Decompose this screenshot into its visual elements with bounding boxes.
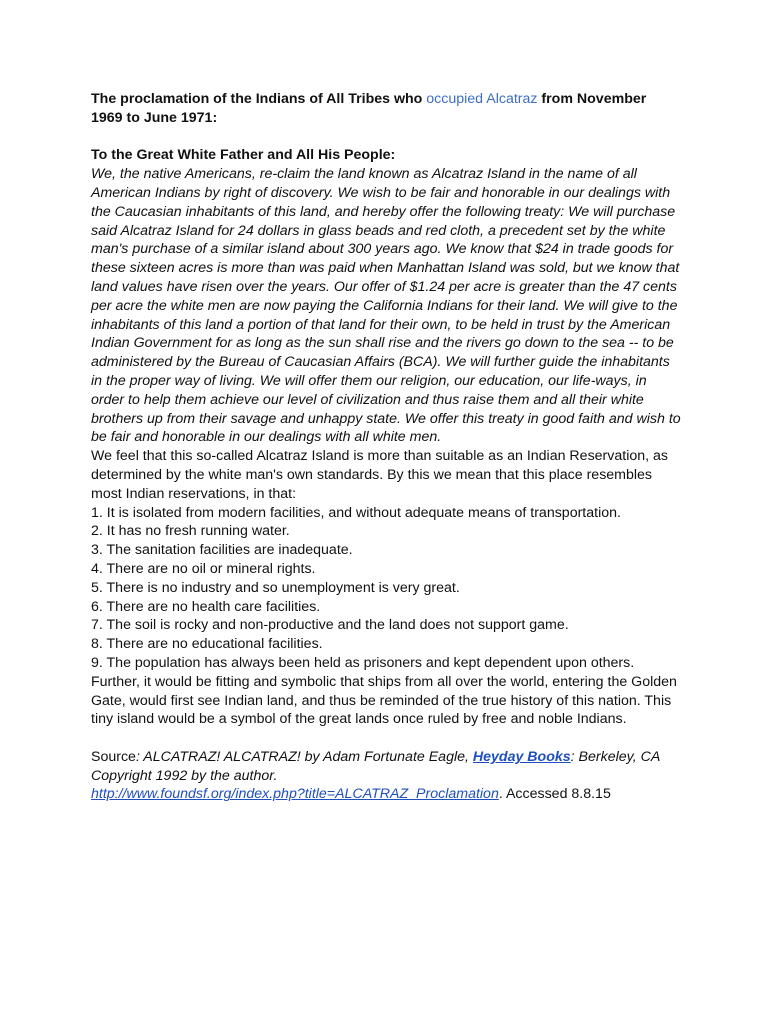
treaty-paragraph: We, the native Americans, re-claim the land known as Alcatraz Island in the name of all American Indians by right of discovery. We wish to be fair and honorable in our dealings with the Caucasian inhabitants of this land, and hereby offer the following treaty: We will purchase said Alcatraz Island for 24 dollars in glass beads and red cloth, a precedent set by the white man's purchase of a similar island about 300 years ago. We know that $24 in trade goods for these sixteen acres is more than was paid when Manhattan Island was sold, but we know that land values have risen over the years. Our offer of $1.24 per acre is greater than the 47 cents per acre the white men are now paying the California Indians for their land. We will give to the inhabitants of this land a portion of that land for their own, to be held in trust by the American Indian Government for as long as the sun shall rise and the rivers go down to the sea -- to be administered by the Bureau of Caucasian Affairs (BCA). We will further guide the inhabitants in the proper way of living. We will offer them our religion, our education, our life-ways, in order to help them achieve our level of civilization and thus raise them and all their white brothers up from their savage and unhappy state. We offer this treaty in good faith and wish to be fair and honorable in our dealings with all white men. <box>91 166 681 446</box>
document-heading <box>91 90 681 128</box>
spacer <box>91 128 681 147</box>
address-line: To the Great White Father and All His People: <box>91 147 396 164</box>
accessed-date: . Accessed 8.8.15 <box>498 786 611 803</box>
source-url-link[interactable]: http://www.foundsf.org/index.php?title=ALCATRAZ_Proclamation <box>91 786 499 803</box>
publisher-link[interactable]: Heyday Books <box>472 748 571 765</box>
reasons-list <box>91 504 681 673</box>
document-page <box>91 90 681 804</box>
spacer <box>91 729 681 748</box>
source-location: : Berkeley, CA Copyright 1992 by the author. <box>91 748 660 784</box>
reason-item: 5. There is no industry and so unemployment is very great. <box>91 579 460 596</box>
intro-paragraph: We feel that this so-called Alcatraz Island is more than suitable as an Indian Reservation, as determined by the white man's own standards. By this we mean that this place resembles most Indian reservations, in that: <box>91 448 669 502</box>
heading-text-end: from November 1969 to June 1971: <box>91 91 647 126</box>
occupied-alcatraz-link[interactable]: occupied Alcatraz <box>426 91 538 107</box>
source-title: : ALCATRAZ! ALCATRAZ! by Adam Fortunate Eagle, <box>135 748 473 765</box>
reason-item: 3. The sanitation facilities are inadequate. <box>91 542 353 559</box>
closing-paragraph: Further, it would be fitting and symbolic that ships from all over the world, entering the Golden Gate, would first see Indian land, and thus be reminded of the true history of this nation. This tiny island would be a symbol of the great lands once ruled by free and noble Indians. <box>91 673 677 728</box>
reason-item: 1. It is isolated from modern facilities, and without adequate means of transportation. <box>91 504 621 521</box>
heading-text-start: The proclamation of the Indians of All Tribes who <box>91 91 427 107</box>
reason-item: 6. There are no health care facilities. <box>91 598 321 615</box>
reason-item: 2. It has no fresh running water. <box>91 523 290 540</box>
reason-item: 8. There are no educational facilities. <box>91 636 323 653</box>
reason-item: 7. The soil is rocky and non-productive and the land does not support game. <box>91 617 569 634</box>
reason-item: 9. The population has always been held as prisoners and kept dependent upon others. <box>91 654 635 671</box>
source-citation <box>91 748 681 804</box>
reason-item: 4. There are no oil or mineral rights. <box>91 560 316 577</box>
source-label: Source <box>91 748 136 765</box>
